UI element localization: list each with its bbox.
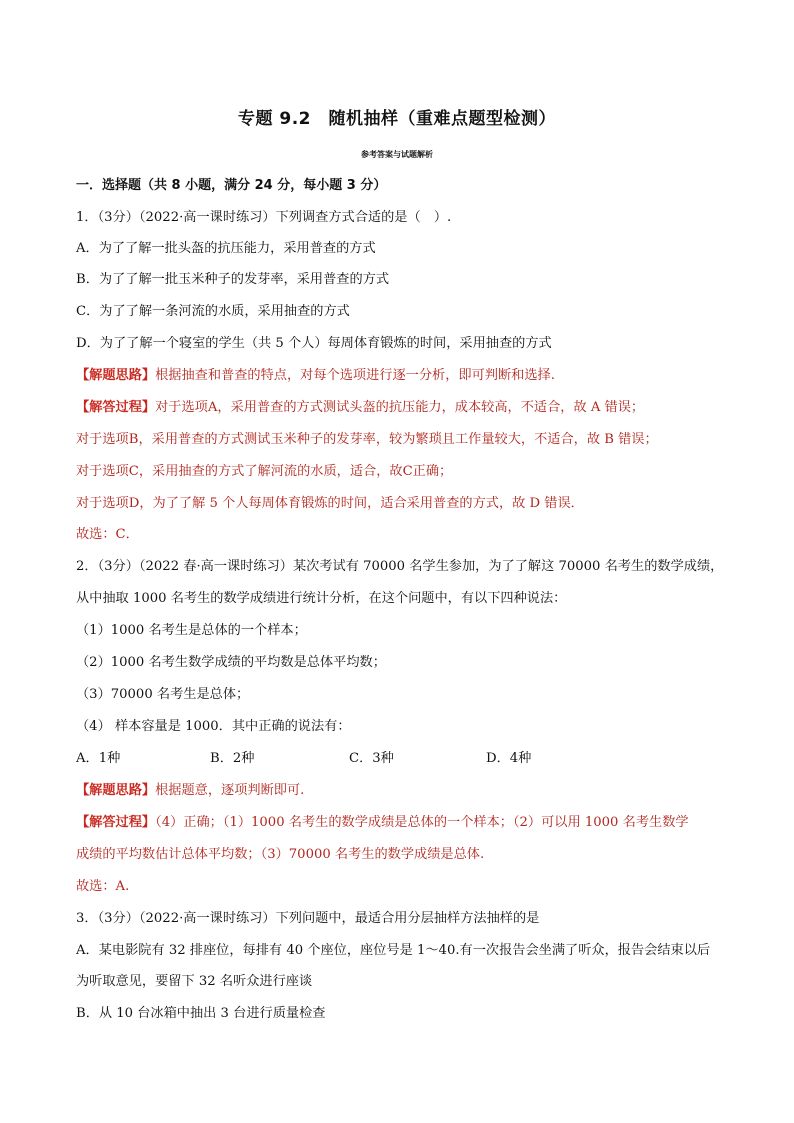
q1-solution-process [76, 399, 644, 417]
q2-process-line-1: （4）正确；（1）1000 名考生的数学成绩是总体的一个样本；（2）可以用 1000 名考生数学 [155, 815, 689, 830]
q2-idea-tag: 【解题思路】 [76, 783, 156, 798]
q2-option-c: C．3种 [349, 751, 394, 766]
q2-stem-line-1: 2．（3分）（2022 春·高一课时练习）某次考试有 70000 名学生参加，为了了解这 70000 名考生的数学成绩， [76, 559, 724, 574]
q2-statement-2: （2）1000 名考生数学成绩的平均数是总体平均数； [76, 655, 386, 670]
q2-solution-process [76, 814, 689, 832]
q2-option-a: A．1种 [76, 751, 121, 766]
q2-solution-idea [76, 782, 304, 800]
q2-option-d: D．4种 [486, 751, 532, 766]
q3-stem: 3．（3分）（2022·高一课时练习）下列问题中，最适合用分层抽样方法抽样的是 [76, 911, 540, 926]
q2-options [76, 750, 716, 768]
q1-process-line-1: 对于选项A，采用普查的方式测试头盔的抗压能力，成本较高，不适合，故 A 错误； [155, 400, 645, 415]
q2-process-line-2: 成绩的平均数估计总体平均数；（3）70000 名考生的数学成绩是总体. [76, 847, 485, 862]
q1-option-a: A．为了了解一批头盔的抗压能力，采用普查的方式 [76, 241, 376, 256]
q1-option-d: D．为了了解一个寝室的学生（共 5 个人）每周体育锻炼的时间，采用抽查的方式 [76, 336, 552, 351]
page-subtitle: 参考答案与试题解析 [361, 150, 433, 159]
q1-option-b: B．为了了解一批玉米种子的发芽率，采用普查的方式 [76, 272, 390, 287]
q2-idea-text: 根据题意，逐项判断即可. [155, 783, 305, 798]
q1-solution-idea [76, 367, 555, 385]
q2-answer: 故选：A. [76, 879, 130, 894]
section-heading: 一．选择题（共 8 小题，满分 24 分，每小题 3 分） [76, 178, 387, 193]
q2-process-tag: 【解答过程】 [76, 815, 156, 830]
q1-process-tag: 【解答过程】 [76, 400, 156, 415]
q1-process-line-4: 对于选项D，为了了解 5 个人每周体育锻炼的时间，适合采用普查的方式，故 D 错误． [76, 496, 584, 511]
q1-option-c: C．为了了解一条河流的水质，采用抽查的方式 [76, 304, 350, 319]
q1-process-line-3: 对于选项C，采用抽查的方式了解河流的水质，适合，故C正确； [76, 464, 453, 479]
q1-idea-tag: 【解题思路】 [76, 368, 156, 383]
q3-option-b: B．从 10 台冰箱中抽出 3 台进行质量检查 [76, 1006, 326, 1021]
q1-idea-text: 根据抽查和普查的特点，对每个选项进行逐一分析，即可判断和选择. [155, 368, 555, 383]
q1-stem: 1．（3分）（2022·高一课时练习）下列调查方式合适的是（ ）. [76, 210, 452, 225]
q2-option-b: B．2种 [210, 751, 255, 766]
page-title: 专题 9.2 随机抽样（重难点题型检测） [237, 109, 557, 129]
q3-option-a-line-2: 为听取意见，要留下 32 名听众进行座谈 [76, 974, 313, 989]
q2-statement-3: （3）70000 名考生是总体； [76, 687, 250, 702]
q1-answer: 故选：C． [76, 527, 139, 542]
q1-process-line-2: 对于选项B，采用普查的方式测试玉米种子的发芽率，较为繁琐且工作量较大，不适合，故 B 错误； [76, 432, 658, 447]
q2-statement-4: （4） 样本容量是 1000．其中正确的说法有： [76, 719, 351, 734]
q3-option-a-line-1: A．某电影院有 32 排座位，每排有 40 个座位，座位号是 1～40.有一次报告会坐满了听众，报告会结束以后 [76, 943, 711, 958]
q2-statement-1: （1）1000 名考生是总体的一个样本； [76, 623, 307, 638]
q2-stem-line-2: 从中抽取 1000 名考生的数学成绩进行统计分析，在这个问题中，有以下四种说法： [76, 591, 567, 606]
